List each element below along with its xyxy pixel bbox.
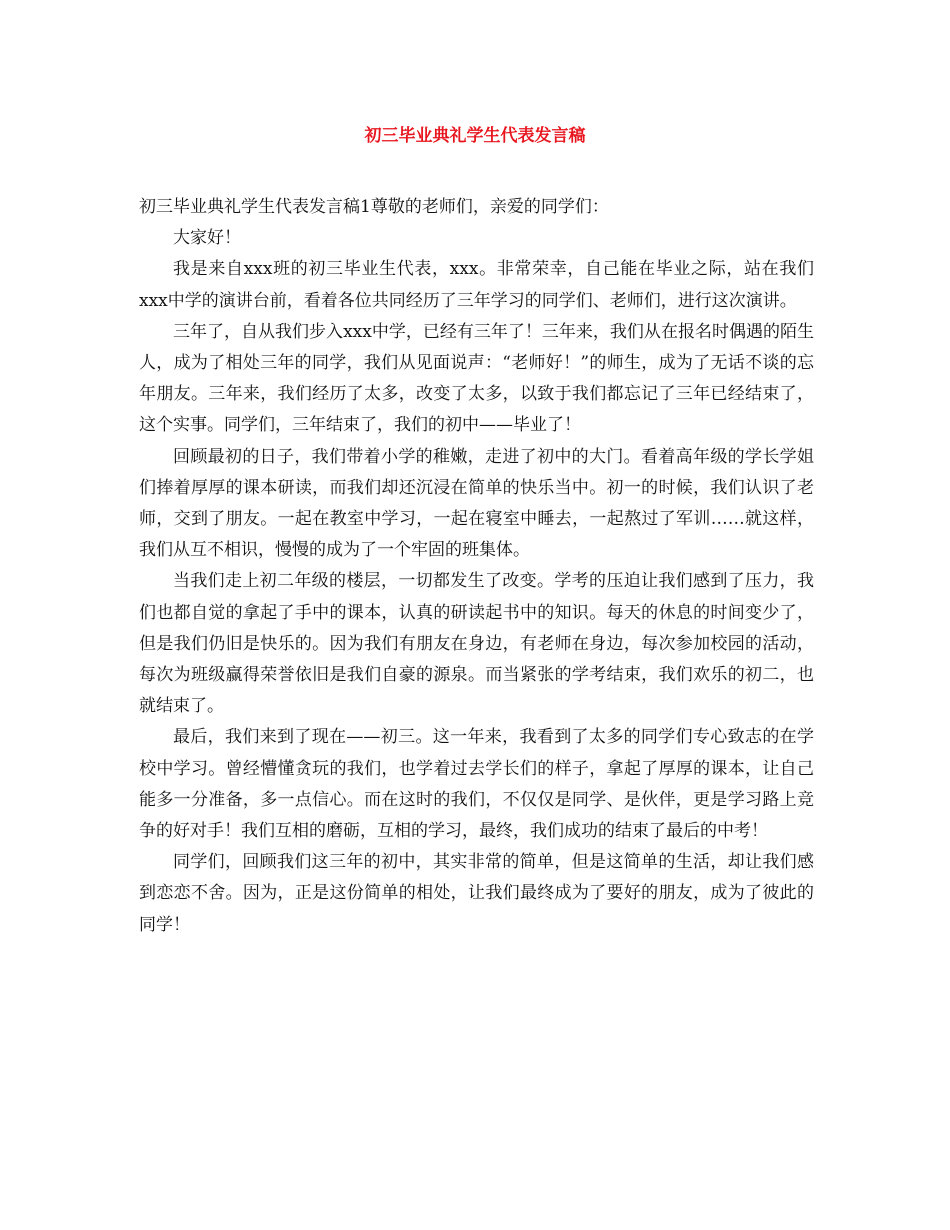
paragraph-second-year: 当我们走上初二年级的楼层，一切都发生了改变。学考的压迫让我们感到了压力，我们也都自觉的拿起了手中的课本，认真的研读起书中的知识。每天的休息的时间变少了，但是我们仍旧是快乐的。因为我们有朋友在身边，有老师在身边，每次参加校园的活动，每次为班级赢得荣誉依旧是我们自豪的源泉。而当紧张的学考结束，我们欢乐的初二，也就结束了。 <box>139 571 814 717</box>
paragraph-opening: 初三毕业典礼学生代表发言稿1尊敬的老师们，亲爱的同学们： <box>139 197 609 217</box>
paragraph-reflection: 同学们，回顾我们这三年的初中，其实非常的简单，但是这简单的生活，却让我们感到恋恋不舍。因为，正是这份简单的相处，让我们最终成为了要好的朋友，成为了彼此的同学！ <box>139 852 814 935</box>
document-body <box>139 192 814 941</box>
document-title: 初三毕业典礼学生代表发言稿 <box>364 126 586 146</box>
paragraph-third-year: 最后，我们来到了现在——初三。这一年来，我看到了太多的同学们专心致志的在学校中学习。曾经懵懂贪玩的我们，也学着过去学长们的样子，拿起了厚厚的课本，让自己能多一分准备，多一点信心。而在这时的我们，不仅仅是同学、是伙伴，更是学习路上竞争的好对手！我们互相的磨砺，互相的学习，最终，我们成功的结束了最后的中考！ <box>139 727 814 842</box>
paragraph-introduction: 我是来自xxx班的初三毕业生代表，xxx。非常荣幸，自己能在毕业之际，站在我们xxx中学的演讲台前，看着各位共同经历了三年学习的同学们、老师们，进行这次演讲。 <box>139 259 814 311</box>
paragraph-greeting: 大家好！ <box>173 228 241 249</box>
paragraph-first-year: 回顾最初的日子，我们带着小学的稚嫩，走进了初中的大门。看着高年级的学长学姐们捧着厚厚的课本研读，而我们却还沉浸在简单的快乐当中。初一的时候，我们认识了老师，交到了朋友。一起在教室中学习，一起在寝室中睡去，一起熬过了军训……就这样，我们从互不相识，慢慢的成为了一个牢固的班集体。 <box>139 446 814 561</box>
paragraph-three-years: 三年了，自从我们步入xxx中学，已经有三年了！三年来，我们从在报名时偶遇的陌生人，成为了相处三年的同学，我们从见面说声：“老师好！”的师生，成为了无话不谈的忘年朋友。三年来，我们经历了太多，改变了太多，以致于我们都忘记了三年已经结束了，这个实事。同学们，三年结束了，我们的初中——毕业了！ <box>139 321 814 436</box>
